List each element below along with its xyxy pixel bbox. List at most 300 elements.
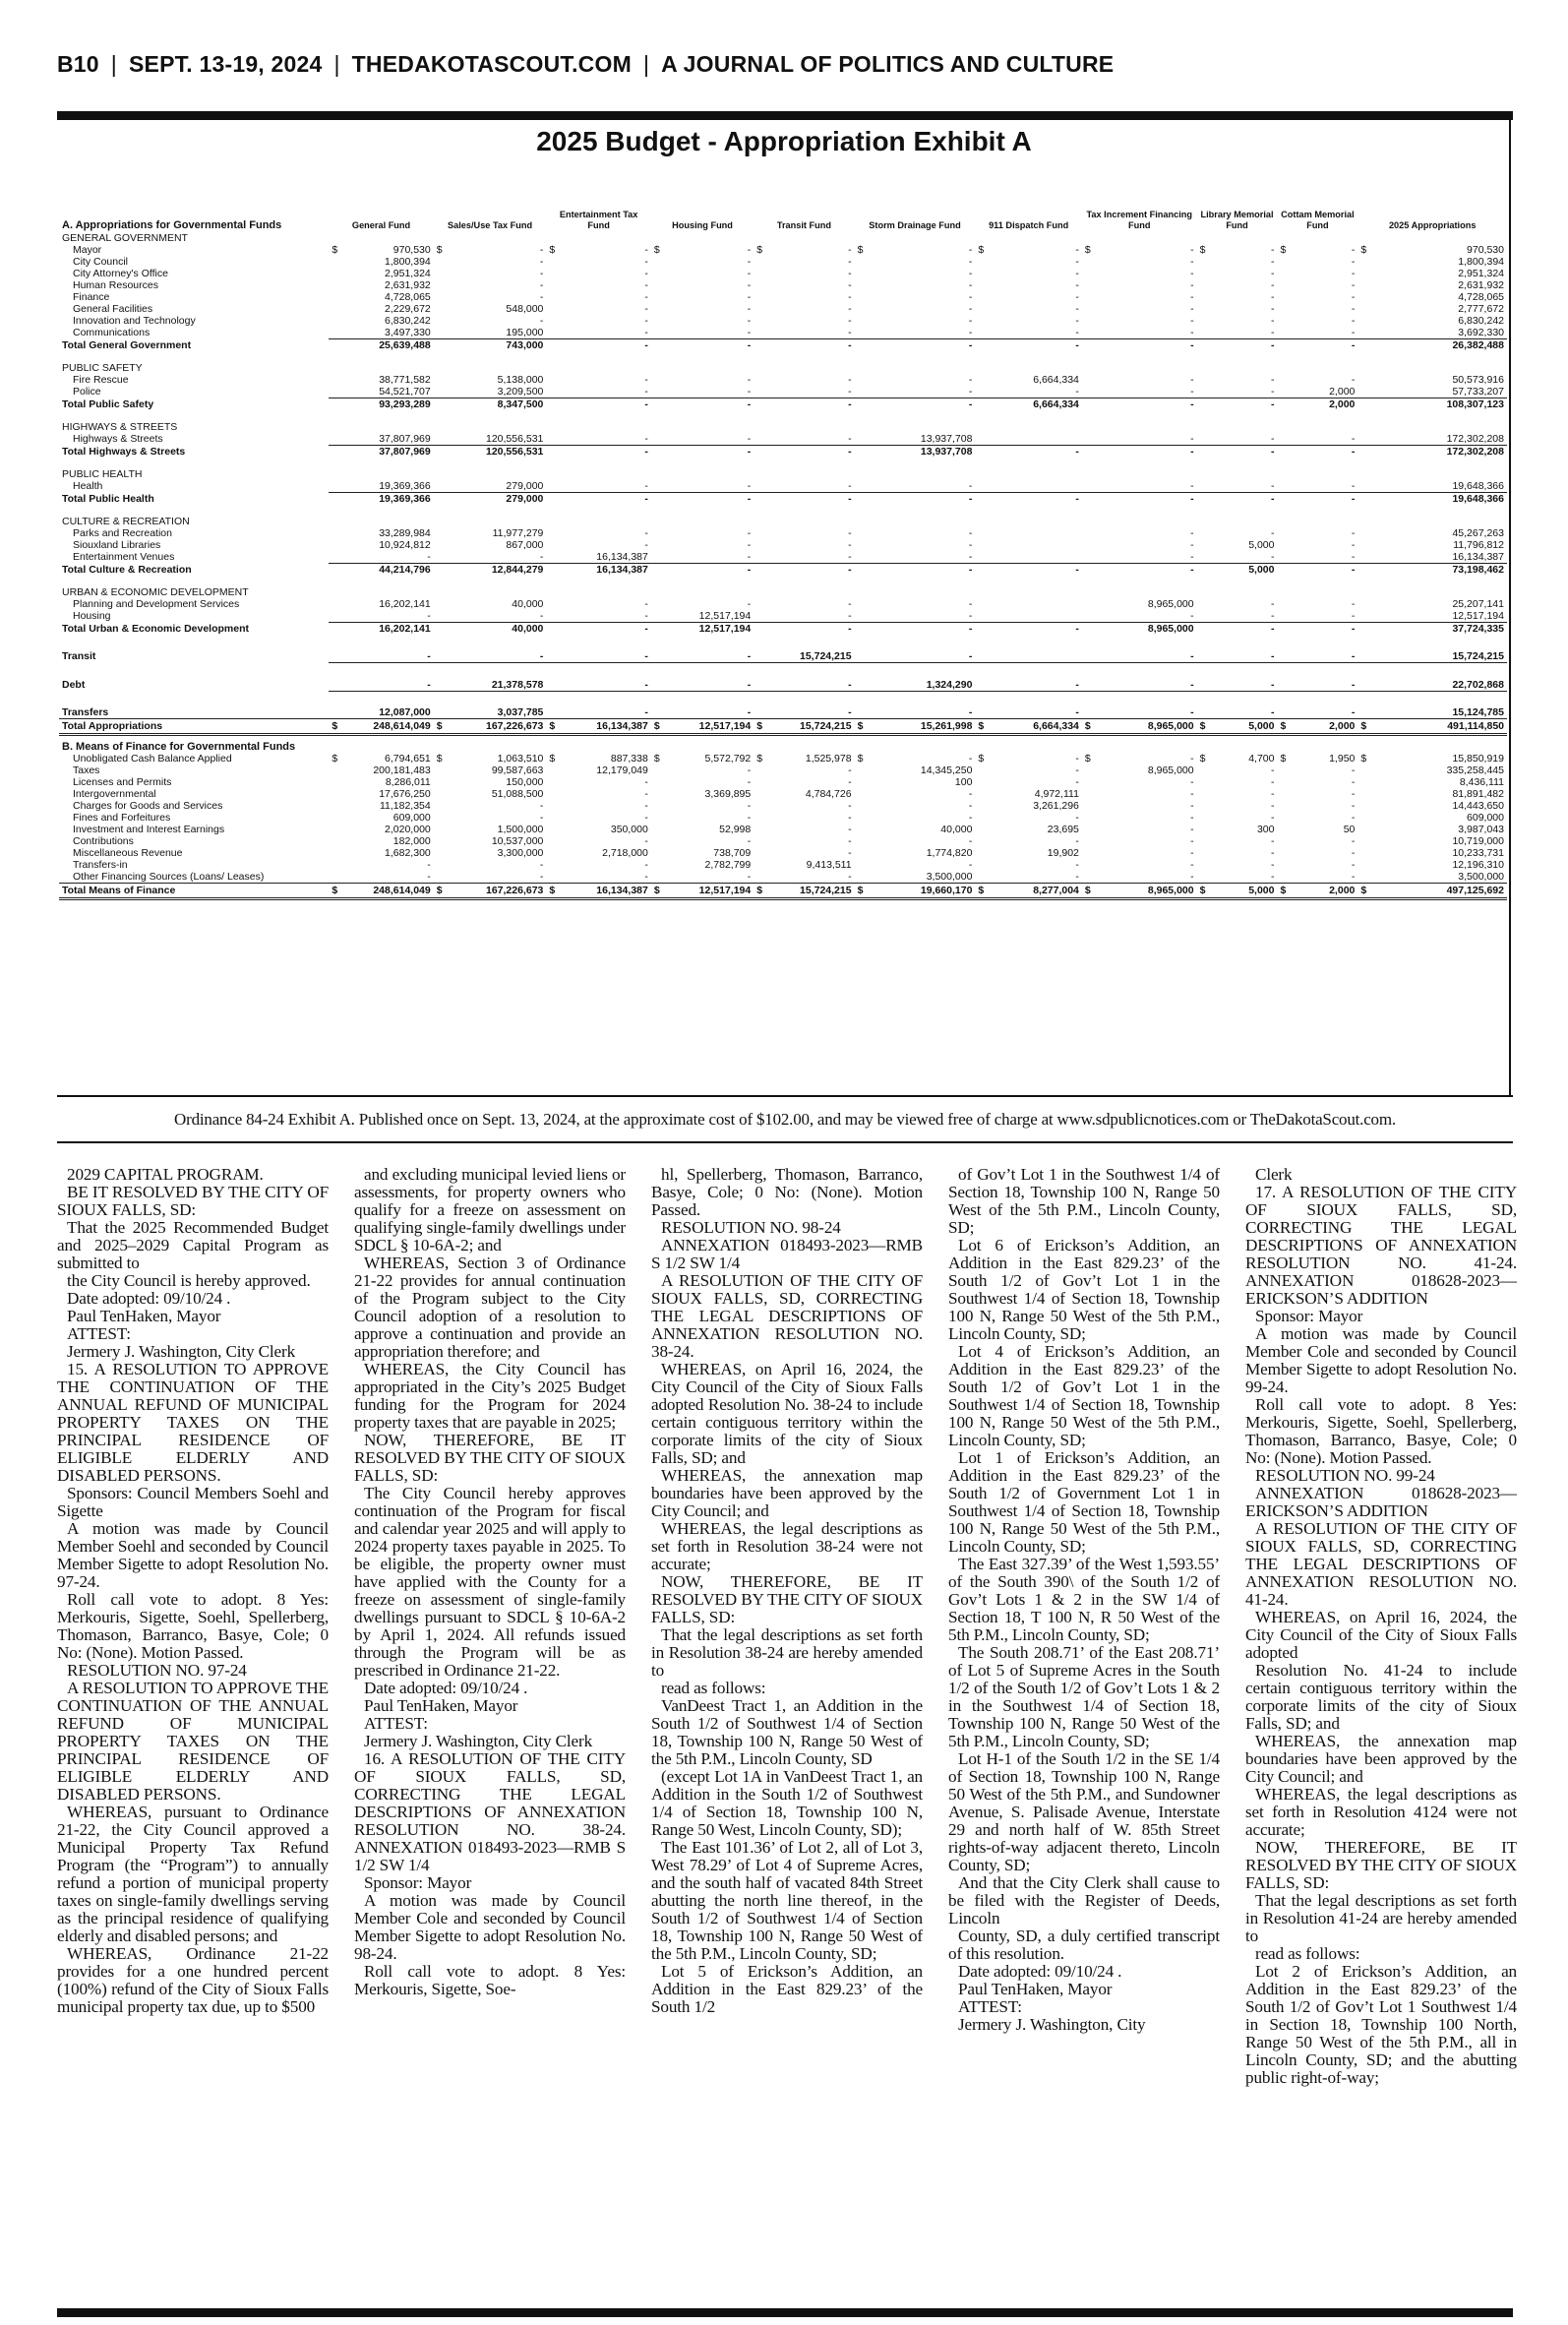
currency-symbol bbox=[1277, 610, 1291, 623]
cell-value: - bbox=[990, 679, 1082, 692]
currency-symbol bbox=[1082, 650, 1096, 663]
currency-symbol bbox=[975, 847, 989, 859]
notice-paragraph: 17. A RESOLUTION OF THE CITY OF SIOUX FALLS, SD, CORRECTING THE LEGAL DESCRIPTIONS OF ANNEXATION RESOLUTION NO. 41-24. ANNEXATION 018628-2023—ERICKSON’S ADDITION bbox=[1245, 1183, 1517, 1308]
cell-value: 11,977,279 bbox=[492, 527, 544, 539]
cell-value: - bbox=[1075, 315, 1079, 327]
cell-value: - bbox=[848, 303, 852, 315]
currency-symbol bbox=[975, 398, 989, 411]
currency-symbol bbox=[434, 493, 448, 506]
cell-value: - bbox=[990, 327, 1082, 339]
currency-symbol bbox=[754, 871, 767, 884]
currency-symbol bbox=[1082, 315, 1096, 327]
currency-symbol bbox=[754, 610, 767, 623]
row-label: Taxes bbox=[73, 764, 100, 776]
cell-value: 1,063,510 bbox=[497, 752, 544, 765]
currency-symbol bbox=[434, 339, 448, 352]
cell-value: 12,517,194 bbox=[698, 623, 752, 635]
currency-symbol bbox=[975, 480, 989, 493]
spacer-cell bbox=[59, 351, 1507, 362]
currency-symbol bbox=[1277, 527, 1291, 539]
cell-value: - bbox=[448, 610, 546, 623]
currency-symbol bbox=[651, 527, 665, 539]
cell-value: - bbox=[1351, 598, 1356, 610]
cell-value: - bbox=[539, 244, 544, 256]
currency-symbol bbox=[1357, 765, 1371, 776]
budget-table bbox=[59, 193, 1507, 900]
cell-value: 1,682,300 bbox=[385, 846, 431, 859]
cell-value: - bbox=[1096, 871, 1196, 884]
cell-value: - bbox=[747, 446, 752, 458]
cell-value: - bbox=[968, 527, 973, 539]
currency-symbol bbox=[975, 291, 989, 303]
cell-value: 2,951,324 bbox=[1458, 268, 1504, 279]
cell-value: 5,138,000 bbox=[497, 374, 544, 386]
currency-symbol bbox=[434, 551, 448, 564]
currency-symbol bbox=[1277, 493, 1291, 506]
cell-value: - bbox=[1351, 493, 1356, 505]
currency-symbol bbox=[546, 539, 560, 551]
text-column-1 bbox=[57, 1166, 329, 2297]
cell-value: - bbox=[1190, 493, 1194, 505]
column-header: Housing Fund bbox=[672, 219, 733, 230]
cell-value: - bbox=[848, 339, 852, 351]
cell-value: - bbox=[665, 551, 754, 564]
cell-value: 19,902 bbox=[1047, 846, 1079, 859]
cell-value: - bbox=[848, 623, 852, 635]
currency-symbol: $ bbox=[1360, 244, 1367, 256]
cell-value: 3,037,785 bbox=[448, 706, 546, 719]
category-heading-row bbox=[59, 232, 1507, 244]
currency-symbol bbox=[1277, 788, 1291, 800]
currency-symbol bbox=[329, 315, 342, 327]
currency-symbol: $ bbox=[1199, 244, 1206, 256]
cell-value: - bbox=[644, 398, 648, 410]
currency-symbol: $ bbox=[1280, 752, 1287, 765]
cell-value: - bbox=[768, 679, 855, 692]
currency-symbol bbox=[1082, 480, 1096, 493]
cell-value: - bbox=[1075, 775, 1079, 788]
cell-value: - bbox=[968, 598, 973, 610]
table-row bbox=[59, 551, 1507, 564]
cell-value: 15,261,998 bbox=[869, 719, 976, 735]
total-row bbox=[59, 719, 1507, 735]
notice-paragraph: ANNEXATION 018493-2023—RMB S 1/2 SW 1/4 bbox=[651, 1236, 923, 1272]
cell-value: 2,951,324 bbox=[385, 268, 431, 279]
currency-symbol: $ bbox=[857, 752, 864, 765]
currency-symbol bbox=[975, 859, 989, 871]
cell-value: - bbox=[1351, 527, 1356, 539]
row-label: Health bbox=[73, 480, 103, 493]
cell-value: - bbox=[1270, 858, 1275, 871]
cell-value: - bbox=[1211, 706, 1278, 719]
currency-symbol bbox=[975, 446, 989, 459]
notice-paragraph: WHEREAS, Ordinance 21-22 provides for a one hundred percent (100%) refund of the City of Sioux Falls municipal property tax due, up to $500 bbox=[57, 1944, 329, 2016]
currency-symbol: $ bbox=[1360, 752, 1367, 765]
cell-value: - bbox=[1190, 834, 1194, 847]
currency-symbol bbox=[1197, 765, 1211, 776]
currency-symbol bbox=[651, 374, 665, 386]
spacer-row bbox=[59, 576, 1507, 586]
currency-symbol bbox=[651, 824, 665, 835]
currency-symbol bbox=[329, 374, 342, 386]
currency-symbol bbox=[855, 433, 869, 446]
notice-paragraph: BE IT RESOLVED BY THE CITY OF SIOUX FALLS, SD: bbox=[57, 1183, 329, 1219]
cell-value: 300 bbox=[1256, 823, 1275, 835]
currency-symbol bbox=[754, 706, 767, 719]
cell-value: 22,702,868 bbox=[1372, 679, 1507, 692]
currency-symbol bbox=[975, 327, 989, 339]
currency-symbol bbox=[1357, 610, 1371, 623]
cell-value: - bbox=[1351, 279, 1356, 291]
cell-value: 8,277,004 bbox=[990, 883, 1082, 898]
row-label: Investment and Interest Earnings bbox=[73, 823, 225, 835]
currency-symbol bbox=[975, 871, 989, 884]
notice-paragraph: ATTEST: bbox=[67, 1324, 131, 1343]
cell-value: - bbox=[644, 598, 648, 610]
currency-symbol bbox=[754, 623, 767, 636]
cell-value: 10,537,000 bbox=[491, 834, 544, 847]
cell-value: - bbox=[1270, 493, 1275, 505]
currency-symbol bbox=[651, 776, 665, 788]
cell-value: - bbox=[1292, 706, 1358, 719]
cell-value: - bbox=[1096, 650, 1196, 663]
cell-value: - bbox=[1270, 623, 1275, 635]
column-header: Storm Drainage Fund bbox=[869, 219, 961, 230]
cell-value: 5,000 bbox=[1211, 883, 1278, 898]
cell-value: - bbox=[747, 775, 752, 788]
currency-symbol bbox=[855, 551, 869, 564]
currency-symbol bbox=[546, 812, 560, 824]
notice-paragraph: 2029 CAPITAL PROGRAM. bbox=[67, 1166, 264, 1184]
currency-symbol bbox=[329, 610, 342, 623]
currency-symbol: $ bbox=[978, 752, 985, 765]
cell-value: - bbox=[644, 787, 648, 800]
currency-symbol bbox=[546, 291, 560, 303]
cell-value: - bbox=[1270, 446, 1275, 458]
exhibit-title: 2025 Budget - Appropriation Exhibit A bbox=[536, 126, 1032, 156]
cell-value: 15,850,919 bbox=[1452, 752, 1504, 765]
notice-paragraph: RESOLUTION NO. 97-24 bbox=[67, 1661, 247, 1680]
cell-value: - bbox=[1351, 291, 1356, 303]
spacer-row bbox=[59, 351, 1507, 362]
currency-symbol bbox=[1357, 623, 1371, 636]
currency-symbol bbox=[855, 339, 869, 352]
cell-value: - bbox=[561, 610, 651, 623]
category-heading: URBAN & ECONOMIC DEVELOPMENT bbox=[62, 586, 249, 598]
currency-symbol: $ bbox=[329, 883, 342, 898]
cell-value: - bbox=[561, 327, 651, 339]
cell-value: - bbox=[1075, 811, 1079, 824]
currency-symbol bbox=[1357, 776, 1371, 788]
cell-value: - bbox=[747, 834, 752, 847]
currency-symbol bbox=[1357, 564, 1371, 577]
cell-value: 37,724,335 bbox=[1452, 623, 1504, 635]
cell-value: - bbox=[747, 799, 752, 812]
notice-paragraph: A RESOLUTION OF THE CITY OF SIOUX FALLS, SD, CORRECTING THE LEGAL DESCRIPTIONS OF ANNEXATION RESOLUTION NO. 38-24. bbox=[651, 1271, 923, 1361]
cell-value: 8,347,500 bbox=[497, 398, 544, 410]
currency-symbol bbox=[855, 480, 869, 493]
currency-symbol bbox=[651, 480, 665, 493]
cell-value: - bbox=[869, 327, 976, 339]
currency-symbol bbox=[1357, 315, 1371, 327]
currency-symbol bbox=[651, 650, 665, 663]
cell-value: - bbox=[1190, 527, 1194, 539]
exhibit-border bbox=[1509, 118, 1511, 1097]
cell-value: - bbox=[1351, 564, 1356, 576]
currency-symbol bbox=[1357, 446, 1371, 459]
currency-symbol bbox=[975, 374, 989, 386]
currency-symbol bbox=[434, 539, 448, 551]
notice-paragraph: Lot 5 of Erickson’s Addition, an Addition in the East 829.23’ of the South 1/2 bbox=[651, 1962, 923, 2016]
cell-value: 120,556,531 bbox=[485, 446, 544, 458]
table-row bbox=[59, 374, 1507, 386]
text-column-5 bbox=[1245, 1166, 1517, 2297]
row-label: Finance bbox=[73, 291, 110, 303]
currency-symbol bbox=[434, 433, 448, 446]
currency-symbol: $ bbox=[978, 244, 985, 256]
cell-value: 12,087,000 bbox=[343, 706, 434, 719]
currency-symbol bbox=[329, 539, 342, 551]
currency-symbol bbox=[1197, 835, 1211, 847]
cell-value: 743,000 bbox=[506, 339, 544, 351]
cell-value: - bbox=[644, 446, 648, 458]
cell-value: 4,784,726 bbox=[805, 787, 852, 800]
notice-paragraph: County, SD, a duly certified transcript of this resolution. bbox=[948, 1927, 1220, 1963]
cell-value: - bbox=[1075, 268, 1079, 279]
currency-symbol bbox=[1082, 551, 1096, 564]
cell-value: 5,000 bbox=[1248, 564, 1275, 576]
cell-value: - bbox=[768, 480, 855, 493]
cell-value: - bbox=[869, 650, 976, 663]
cell-value: - bbox=[747, 303, 752, 315]
currency-symbol bbox=[1357, 551, 1371, 564]
cell-value: - bbox=[1351, 256, 1356, 268]
cell-value: - bbox=[1075, 303, 1079, 315]
cell-value: 491,114,850 bbox=[1372, 719, 1507, 735]
cell-value: - bbox=[848, 564, 852, 576]
currency-symbol bbox=[1357, 279, 1371, 291]
currency-symbol: $ bbox=[1357, 883, 1371, 898]
currency-symbol bbox=[754, 765, 767, 776]
currency-symbol bbox=[651, 859, 665, 871]
currency-symbol bbox=[1357, 824, 1371, 835]
cell-value: 12,517,194 bbox=[1372, 610, 1507, 623]
currency-symbol bbox=[329, 598, 342, 610]
currency-symbol bbox=[546, 433, 560, 446]
notice-paragraph: the City Council is hereby approved. bbox=[67, 1271, 311, 1290]
currency-symbol bbox=[434, 650, 448, 663]
cell-value: 51,088,500 bbox=[491, 787, 544, 800]
notice-paragraph: Sponsors: Council Members Soehl and Sigette bbox=[57, 1484, 329, 1520]
row-label: Housing bbox=[73, 610, 111, 623]
notice-paragraph: VanDeest Tract 1, an Addition in the South 1/2 of Southwest 1/4 of Section 18, Township 100 N, Range 50 West of the 5th P.M., Lincoln County, SD bbox=[651, 1696, 923, 1768]
currency-symbol bbox=[329, 268, 342, 279]
cell-value: - bbox=[1292, 551, 1358, 564]
currency-symbol bbox=[1277, 800, 1291, 812]
cell-value: - bbox=[1292, 871, 1358, 884]
notice-paragraph: WHEREAS, the City Council has appropriated in the City’s 2025 Budget funding for the Program for 2024 property taxes that are payable in 2025; bbox=[354, 1360, 626, 1432]
cell-value: - bbox=[1270, 787, 1275, 800]
currency-symbol bbox=[546, 623, 560, 636]
cell-value: - bbox=[644, 291, 648, 303]
column-header: 911 Dispatch Fund bbox=[989, 219, 1069, 230]
currency-symbol bbox=[1277, 812, 1291, 824]
cell-value: - bbox=[968, 256, 973, 268]
currency-symbol bbox=[975, 776, 989, 788]
notice-paragraph: hl, Spellerberg, Thomason, Barranco, Basye, Cole; 0 No: (None). Motion Passed. bbox=[651, 1166, 923, 1219]
currency-symbol bbox=[1197, 824, 1211, 835]
currency-symbol bbox=[651, 835, 665, 847]
cell-value: 16,134,387 bbox=[561, 883, 651, 898]
cell-value: - bbox=[848, 291, 852, 303]
currency-symbol bbox=[329, 835, 342, 847]
cell-value: - bbox=[848, 374, 852, 386]
cell-value: - bbox=[968, 374, 973, 386]
currency-symbol bbox=[1277, 835, 1291, 847]
cell-value: - bbox=[644, 315, 648, 327]
notice-paragraph: WHEREAS, on April 16, 2024, the City Council of the City of Sioux Falls adopted bbox=[1245, 1608, 1517, 1662]
currency-symbol bbox=[1277, 859, 1291, 871]
currency-symbol bbox=[855, 446, 869, 459]
currency-symbol bbox=[754, 398, 767, 411]
currency-symbol bbox=[1357, 835, 1371, 847]
cell-value: - bbox=[561, 706, 651, 719]
currency-symbol bbox=[1357, 291, 1371, 303]
currency-symbol bbox=[975, 256, 989, 268]
currency-symbol bbox=[1082, 776, 1096, 788]
table-row bbox=[59, 315, 1507, 327]
currency-symbol bbox=[651, 679, 665, 692]
cell-value: - bbox=[747, 291, 752, 303]
currency-symbol bbox=[855, 610, 869, 623]
total-row bbox=[59, 883, 1507, 898]
currency-symbol bbox=[329, 279, 342, 291]
currency-symbol bbox=[1197, 493, 1211, 506]
spacer-row bbox=[59, 505, 1507, 516]
cell-value: 2,229,672 bbox=[385, 303, 431, 315]
currency-symbol bbox=[1082, 539, 1096, 551]
cell-value: - bbox=[768, 871, 855, 884]
row-label: Planning and Development Services bbox=[73, 598, 240, 610]
currency-symbol bbox=[329, 327, 342, 339]
currency-symbol bbox=[546, 279, 560, 291]
currency-symbol bbox=[1082, 835, 1096, 847]
cell-value: 8,965,000 bbox=[1096, 719, 1196, 735]
cell-value: 2,000 bbox=[1292, 883, 1358, 898]
cell-value: - bbox=[1190, 539, 1194, 551]
cell-value: - bbox=[1211, 610, 1278, 623]
cell-value: 6,664,334 bbox=[990, 719, 1082, 735]
currency-symbol bbox=[434, 765, 448, 776]
cell-value: - bbox=[968, 493, 973, 505]
currency-symbol bbox=[855, 800, 869, 812]
cell-value: - bbox=[644, 339, 648, 351]
cell-value: - bbox=[665, 386, 754, 398]
currency-symbol bbox=[434, 398, 448, 411]
cell-value: - bbox=[1096, 386, 1196, 398]
currency-symbol bbox=[1357, 812, 1371, 824]
notice-paragraph: RESOLUTION NO. 99-24 bbox=[1255, 1466, 1435, 1485]
row-label: Entertainment Venues bbox=[73, 551, 175, 564]
currency-symbol bbox=[1197, 776, 1211, 788]
cell-value: 1,525,978 bbox=[805, 752, 852, 765]
currency-symbol bbox=[1197, 279, 1211, 291]
notice-paragraph: Lot H-1 of the South 1/2 in the SE 1/4 of Section 18, Township 100 N, Range 50 West of the 5th P.M., and Sundowner Avenue, S. Palisade Avenue, Interstate 29 and north half of W. 85th Street rights-of-way adjacent thereto, Lincoln County, SD; bbox=[948, 1749, 1220, 1874]
cell-value: 50,573,916 bbox=[1452, 374, 1504, 386]
cell-value: - bbox=[1190, 752, 1194, 765]
cell-value: - bbox=[644, 256, 648, 268]
cell-value: - bbox=[1270, 374, 1275, 386]
currency-symbol bbox=[329, 291, 342, 303]
currency-symbol bbox=[1277, 398, 1291, 411]
currency-symbol bbox=[651, 303, 665, 315]
row-label: City Council bbox=[73, 256, 129, 268]
currency-symbol: $ bbox=[546, 883, 560, 898]
cell-value: 33,289,984 bbox=[379, 527, 431, 539]
currency-symbol bbox=[1082, 303, 1096, 315]
row-label: Contributions bbox=[73, 834, 134, 847]
cell-value: - bbox=[869, 386, 976, 398]
cell-value: - bbox=[968, 858, 973, 871]
currency-symbol bbox=[546, 480, 560, 493]
currency-symbol bbox=[546, 610, 560, 623]
currency-symbol bbox=[754, 339, 767, 352]
total-row bbox=[59, 446, 1507, 459]
currency-symbol: $ bbox=[857, 244, 864, 256]
cell-value: - bbox=[539, 291, 544, 303]
cell-value: - bbox=[768, 327, 855, 339]
cell-value: 738,709 bbox=[713, 846, 752, 859]
cell-value: - bbox=[968, 564, 973, 576]
table-row bbox=[59, 327, 1507, 339]
currency-symbol bbox=[1357, 706, 1371, 719]
cell-value: - bbox=[1351, 315, 1356, 327]
notice-paragraph: Paul TenHaken, Mayor bbox=[958, 1980, 1113, 1998]
notice-paragraph: Date adopted: 09/10/24 . bbox=[67, 1289, 231, 1308]
row-label: Transfers bbox=[62, 706, 109, 718]
currency-symbol bbox=[975, 788, 989, 800]
column-header: Transit Fund bbox=[776, 219, 831, 230]
currency-symbol bbox=[1197, 812, 1211, 824]
currency-symbol bbox=[855, 315, 869, 327]
currency-symbol bbox=[434, 527, 448, 539]
currency-symbol bbox=[1082, 446, 1096, 459]
notice-paragraph: Jermery J. Washington, City Clerk bbox=[67, 1342, 296, 1361]
currency-symbol bbox=[855, 847, 869, 859]
currency-symbol bbox=[1197, 598, 1211, 610]
total-row bbox=[59, 679, 1507, 692]
category-heading-row bbox=[59, 362, 1507, 374]
cell-value: - bbox=[1190, 446, 1194, 458]
notice-paragraph: NOW, THEREFORE, BE IT RESOLVED BY THE CITY OF SIOUX FALLS, SD: bbox=[651, 1572, 923, 1626]
cell-value: - bbox=[1270, 799, 1275, 812]
cell-value: - bbox=[644, 834, 648, 847]
currency-symbol bbox=[1277, 551, 1291, 564]
cell-value: - bbox=[1190, 858, 1194, 871]
cell-value: - bbox=[768, 610, 855, 623]
cell-value: 8,436,111 bbox=[1459, 775, 1504, 788]
notice-paragraph: The East 327.39’ of the West 1,593.55’ of the South 390\ of the South 1/2 of Gov’t Lots 1 & 2 in the SW 1/4 of Section 18, T 100 N, R 50 West of the 5th P.M., Lincoln County, SD; bbox=[948, 1555, 1220, 1644]
notice-paragraph: ATTEST: bbox=[958, 1997, 1022, 2016]
notice-paragraph: WHEREAS, pursuant to Ordinance 21-22, the City Council approved a Municipal Property Tax Refund Program (the “Program”) to annually refund a portion of municipal property taxes on single-family dwellings serving as the principal residence of qualifying elderly and disabled persons; and bbox=[57, 1803, 329, 1945]
cell-value: 350,000 bbox=[610, 823, 648, 835]
cell-value: - bbox=[1270, 279, 1275, 291]
notice-paragraph: NOW, THEREFORE, BE IT RESOLVED BY THE CITY OF SIOUX FALLS, SD: bbox=[1245, 1838, 1517, 1892]
currency-symbol bbox=[1357, 859, 1371, 871]
currency-symbol bbox=[651, 386, 665, 398]
cell-value: - bbox=[768, 433, 855, 446]
cell-value: 57,733,207 bbox=[1372, 386, 1507, 398]
